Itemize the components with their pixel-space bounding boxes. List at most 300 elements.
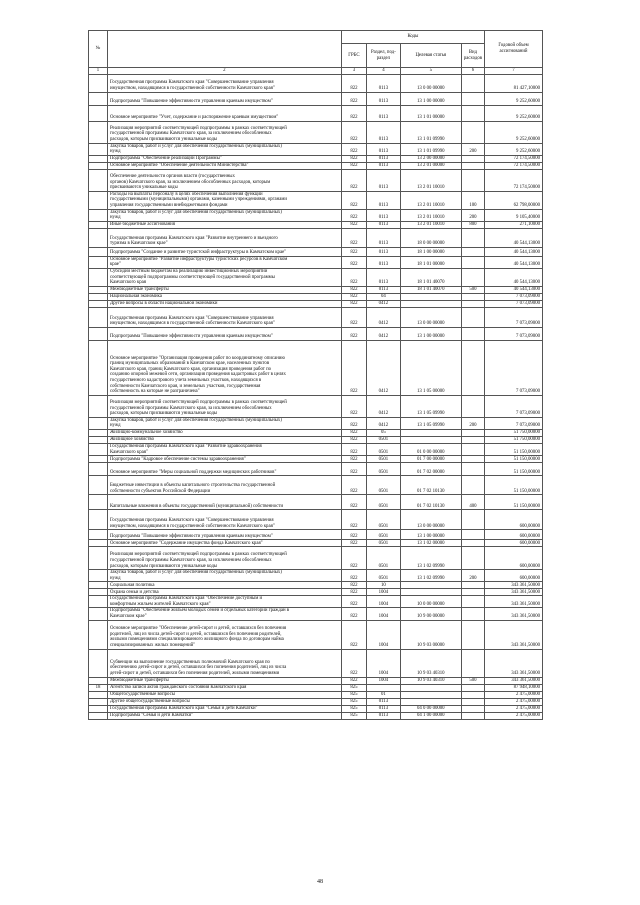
table-row: [89, 221, 543, 228]
amount-cell: 343 361,50000: [485, 620, 543, 649]
row-name-cell: Капитальные вложения в объекты государственной (муниципальной) собственности: [107, 495, 341, 510]
target-article-cell: 10 9 00 00000: [400, 608, 461, 620]
row-number-cell: [89, 429, 108, 436]
razdel-cell: 0501: [367, 436, 401, 443]
amount-cell: 51 150,00000: [485, 495, 543, 510]
target-article-cell: 04 0 00 00000: [400, 705, 461, 712]
row-number-cell: [89, 286, 108, 293]
expense-type-cell: [461, 121, 484, 143]
row-name-cell: Подпрограмма "Обеспечение жильем молодых семей и отдельных категорий граждан в Камчатском крае": [107, 608, 341, 620]
expense-type-cell: [461, 530, 484, 540]
razdel-cell: 0501: [367, 495, 401, 510]
table-row: [89, 247, 543, 256]
expense-type-cell: 500: [461, 677, 484, 684]
table-row: [89, 143, 543, 155]
grbs-cell: 822: [341, 191, 366, 209]
razdel-cell: 01: [367, 691, 401, 698]
row-name-cell: Другие общегосударственные вопросы: [107, 698, 341, 705]
grbs-cell: 822: [341, 162, 366, 169]
razdel-cell: 0113: [367, 705, 401, 712]
razdel-cell: 0113: [367, 143, 401, 155]
razdel-cell: 0412: [367, 395, 401, 417]
razdel-cell: 0501: [367, 443, 401, 455]
expense-type-cell: [461, 596, 484, 608]
table-row: [89, 456, 543, 463]
table-row: [89, 155, 543, 162]
target-article-cell: [400, 429, 461, 436]
grbs-cell: 822: [341, 143, 366, 155]
table-row: [89, 476, 543, 495]
target-article-cell: 13 1 05 00000: [400, 340, 461, 395]
table-row: [89, 92, 543, 105]
table-row: [89, 121, 543, 143]
budget-table: [88, 30, 543, 720]
row-number-cell: [89, 221, 108, 228]
row-number-cell: [89, 570, 108, 582]
razdel-cell: 0412: [367, 307, 401, 327]
razdel-cell: 0113: [367, 228, 401, 247]
row-number-cell: [89, 510, 108, 530]
grbs-cell: 822: [341, 169, 366, 191]
grbs-cell: 822: [341, 247, 366, 256]
razdel-cell: 1004: [367, 620, 401, 649]
target-article-cell: 13 2 01 10010: [400, 169, 461, 191]
target-article-cell: 13 1 02 00000: [400, 540, 461, 547]
razdel-cell: 0501: [367, 456, 401, 463]
target-article-cell: 13 1 01 00000: [400, 105, 461, 121]
row-name-cell: Основное мероприятие "Обеспечение детей-сирот и детей, оставшихся без попечения родителей, лиц из числа детей-сирот и детей, оставшихся без попечения родителей, жилыми помещениями специализированного жилищного фонда по договорам найма специализированных жилых помещений": [107, 620, 341, 649]
expense-type-cell: [461, 300, 484, 307]
column-index: 6: [461, 68, 484, 75]
razdel-cell: 0501: [367, 540, 401, 547]
table-row: [89, 293, 543, 300]
expense-type-cell: 200: [461, 143, 484, 155]
row-number-cell: 18: [89, 684, 108, 691]
razdel-cell: 0113: [367, 286, 401, 293]
amount-cell: 2 475,00000: [485, 705, 543, 712]
target-article-cell: 01 7 00 00000: [400, 456, 461, 463]
header-expense-type: Вид расходов: [461, 44, 484, 68]
grbs-cell: 822: [341, 547, 366, 570]
razdel-cell: 1004: [367, 649, 401, 677]
row-number-cell: [89, 620, 108, 649]
amount-cell: 87 948,10000: [485, 684, 543, 691]
amount-cell: 40 544,13000: [485, 247, 543, 256]
razdel-cell: 0501: [367, 570, 401, 582]
expense-type-cell: [461, 293, 484, 300]
column-index: 7: [485, 68, 543, 75]
table-row: [89, 570, 543, 582]
grbs-cell: 822: [341, 570, 366, 582]
amount-cell: 9 252,60000: [485, 92, 543, 105]
target-article-cell: 13 0 00 00000: [400, 74, 461, 92]
amount-cell: 81 427,10000: [485, 74, 543, 92]
razdel-cell: 0113: [367, 712, 401, 719]
amount-cell: 7 073,09000: [485, 417, 543, 429]
expense-type-cell: [461, 429, 484, 436]
razdel-cell: 0501: [367, 547, 401, 570]
table-row: [89, 530, 543, 540]
table-row: [89, 417, 543, 429]
razdel-cell: 1004: [367, 677, 401, 684]
razdel-cell: 05: [367, 429, 401, 436]
table-row: [89, 649, 543, 677]
expense-type-cell: [461, 155, 484, 162]
table-row: [89, 698, 543, 705]
expense-type-cell: [461, 256, 484, 268]
expense-type-cell: [461, 340, 484, 395]
grbs-cell: 825: [341, 684, 366, 691]
expense-type-cell: [461, 684, 484, 691]
header-annual-sum: Годовой объем ассигнований: [485, 31, 543, 68]
row-number-cell: [89, 191, 108, 209]
amount-cell: 9 252,60000: [485, 143, 543, 155]
row-number-cell: [89, 456, 108, 463]
column-index: 4: [367, 68, 401, 75]
target-article-cell: 18 1 01 40070: [400, 268, 461, 286]
expense-type-cell: [461, 247, 484, 256]
table-row: [89, 495, 543, 510]
expense-type-cell: [461, 169, 484, 191]
target-article-cell: 13 1 01 09990: [400, 121, 461, 143]
row-name-cell: Основное мероприятие "Организация проведения работ по координатному описанию границ муниципальных образований в Камчатском крае, населенных пунктов Камчатского края, границ Камчатского края, организация проведения работ по созданию опорной межевой сети, организация проведения кадастровых работ в целях государственного кадастрового учета земельных участков, находящихся в собственности Камчатского края, и земельных участков, государственная собственность на которые не разграничена": [107, 340, 341, 395]
razdel-cell: 0113: [367, 155, 401, 162]
table-row: [89, 300, 543, 307]
razdel-cell: 04: [367, 293, 401, 300]
razdel-cell: 0501: [367, 530, 401, 540]
amount-cell: 600,00000: [485, 510, 543, 530]
table-row: [89, 256, 543, 268]
target-article-cell: 13 2 01 10010: [400, 221, 461, 228]
amount-cell: 7 073,09000: [485, 340, 543, 395]
grbs-cell: 822: [341, 649, 366, 677]
amount-cell: 51 150,00000: [485, 443, 543, 455]
row-name-cell: Основное мероприятие "Обеспечение деятельности Министерства": [107, 162, 341, 169]
grbs-cell: 822: [341, 221, 366, 228]
table-body: [89, 74, 543, 719]
target-article-cell: 10 9 03 40310: [400, 677, 461, 684]
row-number-cell: [89, 691, 108, 698]
razdel-cell: 0113: [367, 191, 401, 209]
grbs-cell: 822: [341, 589, 366, 596]
amount-cell: 51 150,00000: [485, 463, 543, 476]
target-article-cell: 13 1 00 00000: [400, 92, 461, 105]
razdel-cell: 1004: [367, 596, 401, 608]
table-row: [89, 443, 543, 455]
razdel-cell: 0113: [367, 268, 401, 286]
grbs-cell: 825: [341, 691, 366, 698]
row-number-cell: [89, 596, 108, 608]
expense-type-cell: 500: [461, 286, 484, 293]
target-article-cell: 01 7 02 00000: [400, 463, 461, 476]
row-number-cell: [89, 436, 108, 443]
table-row: [89, 286, 543, 293]
row-number-cell: [89, 307, 108, 327]
grbs-cell: 822: [341, 456, 366, 463]
row-number-cell: [89, 495, 108, 510]
amount-cell: 2 475,00000: [485, 698, 543, 705]
row-number-cell: [89, 169, 108, 191]
column-index: 3: [341, 68, 366, 75]
amount-cell: 72 174,50000: [485, 169, 543, 191]
row-name-cell: Государственная программа Камчатского края "Совершенствование управления имуществом, находящимся в государственной собственности Камчатского края": [107, 510, 341, 530]
grbs-cell: 822: [341, 417, 366, 429]
row-name-cell: Подпрограмма "Повышение эффективности управления краевым имуществом": [107, 327, 341, 340]
target-article-cell: [400, 300, 461, 307]
target-article-cell: 13 0 00 00000: [400, 510, 461, 530]
row-name-cell: Реализация мероприятий соответствующей подпрограммы в рамках соответствующей государственной программы Камчатского края, за исключением обособленных расходов, которым присваиваются уникальные коды: [107, 547, 341, 570]
grbs-cell: 822: [341, 443, 366, 455]
grbs-cell: 825: [341, 712, 366, 719]
target-article-cell: 13 1 05 09990: [400, 395, 461, 417]
row-name-cell: Подпрограмма "Повышение эффективности управления краевым имуществом": [107, 92, 341, 105]
row-name-cell: Основное мероприятие "Меры социальной поддержки медицинских работников": [107, 463, 341, 476]
expense-type-cell: [461, 74, 484, 92]
grbs-cell: 822: [341, 540, 366, 547]
table-row: [89, 582, 543, 589]
target-article-cell: [400, 684, 461, 691]
row-name-cell: Закупка товаров, работ и услуг для обеспечения государственных (муниципальных) нужд: [107, 570, 341, 582]
grbs-cell: 822: [341, 620, 366, 649]
target-article-cell: [400, 436, 461, 443]
row-name-cell: Государственная программа Камчатского края "Совершенствование управления имуществом, находящимся в государственной собственности Камчатского края": [107, 74, 341, 92]
table-row: [89, 307, 543, 327]
row-name-cell: Межбюджетные трансферты: [107, 286, 341, 293]
razdel-cell: 10: [367, 582, 401, 589]
row-number-cell: [89, 649, 108, 677]
amount-cell: 7 073,09000: [485, 293, 543, 300]
table-row: [89, 268, 543, 286]
row-number-cell: [89, 705, 108, 712]
row-name-cell: Социальная политика: [107, 582, 341, 589]
row-number-cell: [89, 293, 108, 300]
grbs-cell: 822: [341, 463, 366, 476]
amount-cell: 40 544,13000: [485, 256, 543, 268]
row-number-cell: [89, 608, 108, 620]
expense-type-cell: [461, 92, 484, 105]
table-row: [89, 436, 543, 443]
row-number-cell: [89, 268, 108, 286]
header-grbs: ГРБС: [341, 44, 366, 68]
amount-cell: 343 361,50000: [485, 677, 543, 684]
row-number-cell: [89, 143, 108, 155]
razdel-cell: 0113: [367, 162, 401, 169]
amount-cell: 51 150,00000: [485, 476, 543, 495]
grbs-cell: 822: [341, 300, 366, 307]
grbs-cell: 822: [341, 121, 366, 143]
header-number: №: [89, 31, 108, 68]
expense-type-cell: 400: [461, 495, 484, 510]
row-name-cell: Государственная программа Камчатского края "Семья и дети Камчатки": [107, 705, 341, 712]
row-name-cell: Основное мероприятие "Содержание имущества фонда Камчатского края": [107, 540, 341, 547]
row-number-cell: [89, 327, 108, 340]
row-name-cell: Агентство записи актов гражданского состояния Камчатского края: [107, 684, 341, 691]
expense-type-cell: [461, 620, 484, 649]
amount-cell: 72 174,50000: [485, 162, 543, 169]
row-number-cell: [89, 228, 108, 247]
row-name-cell: Реализация мероприятий соответствующей подпрограммы в рамках соответствующей государственной программы Камчатского края, за исключением обособленных расходов, которым присваиваются уникальные коды: [107, 395, 341, 417]
row-name-cell: Расходы на выплаты персоналу в целях обеспечения выполнения функций государственными (муниципальными) органами, казенными учреждениями, органами управления государственными внебюджетными фондами: [107, 191, 341, 209]
row-number-cell: [89, 256, 108, 268]
grbs-cell: 825: [341, 705, 366, 712]
amount-cell: 343 361,50000: [485, 589, 543, 596]
razdel-cell: 0501: [367, 510, 401, 530]
target-article-cell: 18 1 00 00000: [400, 247, 461, 256]
razdel-cell: 0412: [367, 300, 401, 307]
expense-type-cell: [461, 589, 484, 596]
header-target-article: Целевая статья: [400, 44, 461, 68]
amount-cell: 600,00000: [485, 547, 543, 570]
table-row: [89, 691, 543, 698]
target-article-cell: 13 0 00 00000: [400, 307, 461, 327]
razdel-cell: 0412: [367, 340, 401, 395]
row-name-cell: Реализация мероприятий соответствующей подпрограммы в рамках соответствующей государственной программы Камчатского края, за исключением обособленных расходов, которым присваиваются уникальные коды: [107, 121, 341, 143]
target-article-cell: [400, 293, 461, 300]
header-razdel: Раздел, под- раздел: [367, 44, 401, 68]
expense-type-cell: 800: [461, 221, 484, 228]
razdel-cell: 0113: [367, 698, 401, 705]
row-name-cell: Основное мероприятие "Развитие инфраструктуры туристских ресурсов в Камчатском крае": [107, 256, 341, 268]
row-number-cell: [89, 417, 108, 429]
expense-type-cell: 200: [461, 209, 484, 221]
row-name-cell: Бюджетные инвестиции в объекты капитального строительства государственной собственности субъектов Российской Федерации: [107, 476, 341, 495]
grbs-cell: 822: [341, 256, 366, 268]
expense-type-cell: [461, 705, 484, 712]
razdel-cell: 0113: [367, 121, 401, 143]
expense-type-cell: [461, 395, 484, 417]
row-name-cell: Подпрограмма "Повышение эффективности управления краевым имуществом": [107, 530, 341, 540]
expense-type-cell: [461, 582, 484, 589]
table-row: [89, 162, 543, 169]
target-article-cell: [400, 582, 461, 589]
amount-cell: 7 073,09000: [485, 307, 543, 327]
razdel-cell: 0113: [367, 221, 401, 228]
row-name-cell: Подпрограмма "Создание и развитие туристской инфраструктуры в Камчатском крае": [107, 247, 341, 256]
table-row: [89, 429, 543, 436]
grbs-cell: 822: [341, 307, 366, 327]
target-article-cell: 13 1 02 09990: [400, 570, 461, 582]
amount-cell: 343 361,50000: [485, 596, 543, 608]
column-index: 5: [400, 68, 461, 75]
row-name-cell: Субвенции на выполнение государственных полномочий Камчатского края по обеспечению детей-сирот и детей, оставшихся без попечения родителей, лиц из числа детей-сирот и детей, оставшихся без попечения родителей, жилыми помещениями: [107, 649, 341, 677]
amount-cell: 51 150,00000: [485, 456, 543, 463]
grbs-cell: 822: [341, 340, 366, 395]
amount-cell: 271,10000: [485, 221, 543, 228]
amount-cell: 7 073,09000: [485, 327, 543, 340]
row-name-cell: Подпрограмма "Кадровое обеспечение системы здравоохранения": [107, 456, 341, 463]
row-name-cell: Государственная программа Камчатского края "Развитие здравоохранения Камчатского края": [107, 443, 341, 455]
target-article-cell: 10 9 03 00000: [400, 620, 461, 649]
expense-type-cell: [461, 540, 484, 547]
row-name-cell: Жилищное хозяйство: [107, 436, 341, 443]
row-name-cell: Закупка товаров, работ и услуг для обеспечения государственных (муниципальных) нужд: [107, 417, 341, 429]
razdel-cell: 0412: [367, 327, 401, 340]
expense-type-cell: [461, 307, 484, 327]
razdel-cell: 0113: [367, 247, 401, 256]
row-name-cell: Закупка товаров, работ и услуг для обеспечения государственных (муниципальных) нужд: [107, 209, 341, 221]
table-row: [89, 547, 543, 570]
amount-cell: 9 252,60000: [485, 121, 543, 143]
grbs-cell: 825: [341, 698, 366, 705]
row-number-cell: [89, 530, 108, 540]
grbs-cell: 822: [341, 510, 366, 530]
expense-type-cell: [461, 228, 484, 247]
target-article-cell: [400, 698, 461, 705]
table-row: [89, 677, 543, 684]
amount-cell: 7 073,09000: [485, 300, 543, 307]
page-number: 48: [317, 879, 323, 885]
row-number-cell: [89, 582, 108, 589]
row-name-cell: Основное мероприятие "Учет, содержание и распоряжение краевым имуществом": [107, 105, 341, 121]
row-name-cell: Другие вопросы в области национальной экономики: [107, 300, 341, 307]
expense-type-cell: [461, 162, 484, 169]
row-name-cell: Охрана семьи и детства: [107, 589, 341, 596]
target-article-cell: 18 1 01 40070: [400, 286, 461, 293]
target-article-cell: 13 1 05 09990: [400, 417, 461, 429]
amount-cell: 600,00000: [485, 540, 543, 547]
table-row: [89, 191, 543, 209]
grbs-cell: 822: [341, 395, 366, 417]
expense-type-cell: [461, 691, 484, 698]
grbs-cell: 822: [341, 327, 366, 340]
table-row: [89, 596, 543, 608]
amount-cell: 600,00000: [485, 530, 543, 540]
row-name-cell: Государственная программа Камчатского края "Обеспечение доступным и комфортным жильем жителей Камчатского края": [107, 596, 341, 608]
column-index-row: [89, 68, 543, 75]
razdel-cell: 1004: [367, 608, 401, 620]
row-name-cell: Межбюджетные трансферты: [107, 677, 341, 684]
row-name-cell: Закупка товаров, работ и услуг для обеспечения государственных (муниципальных) нужд: [107, 143, 341, 155]
table-row: [89, 327, 543, 340]
row-number-cell: [89, 340, 108, 395]
razdel-cell: 0113: [367, 74, 401, 92]
table-row: [89, 340, 543, 395]
grbs-cell: 822: [341, 429, 366, 436]
grbs-cell: 822: [341, 105, 366, 121]
row-name-cell: Обеспечение деятельности органов власти (государственных органов) Камчатского края, за исключением обособленных расходов, которым присваиваются уникальные коды: [107, 169, 341, 191]
amount-cell: 9 252,60000: [485, 105, 543, 121]
table-row: [89, 540, 543, 547]
target-article-cell: 10 0 00 00000: [400, 596, 461, 608]
table-row: [89, 463, 543, 476]
row-number-cell: [89, 105, 108, 121]
table-row: [89, 74, 543, 92]
target-article-cell: [400, 589, 461, 596]
table-row: [89, 169, 543, 191]
row-number-cell: [89, 540, 108, 547]
amount-cell: 51 750,00000: [485, 429, 543, 436]
target-article-cell: 18 0 00 00000: [400, 228, 461, 247]
amount-cell: 7 073,09000: [485, 395, 543, 417]
target-article-cell: 18 1 01 00000: [400, 256, 461, 268]
grbs-cell: 822: [341, 677, 366, 684]
header-name: [107, 31, 341, 68]
expense-type-cell: [461, 105, 484, 121]
row-name-cell: Жилищно-коммунальное хозяйство: [107, 429, 341, 436]
amount-cell: 40 544,13000: [485, 286, 543, 293]
amount-cell: 9 105,40000: [485, 209, 543, 221]
row-name-cell: Подпрограмма "Обеспечение реализации Программы": [107, 155, 341, 162]
target-article-cell: 13 1 02 09990: [400, 547, 461, 570]
expense-type-cell: [461, 463, 484, 476]
table-row: [89, 620, 543, 649]
table-row: [89, 705, 543, 712]
grbs-cell: 822: [341, 582, 366, 589]
grbs-cell: 822: [341, 495, 366, 510]
table-row: [89, 395, 543, 417]
row-number-cell: [89, 300, 108, 307]
table-row: [89, 209, 543, 221]
